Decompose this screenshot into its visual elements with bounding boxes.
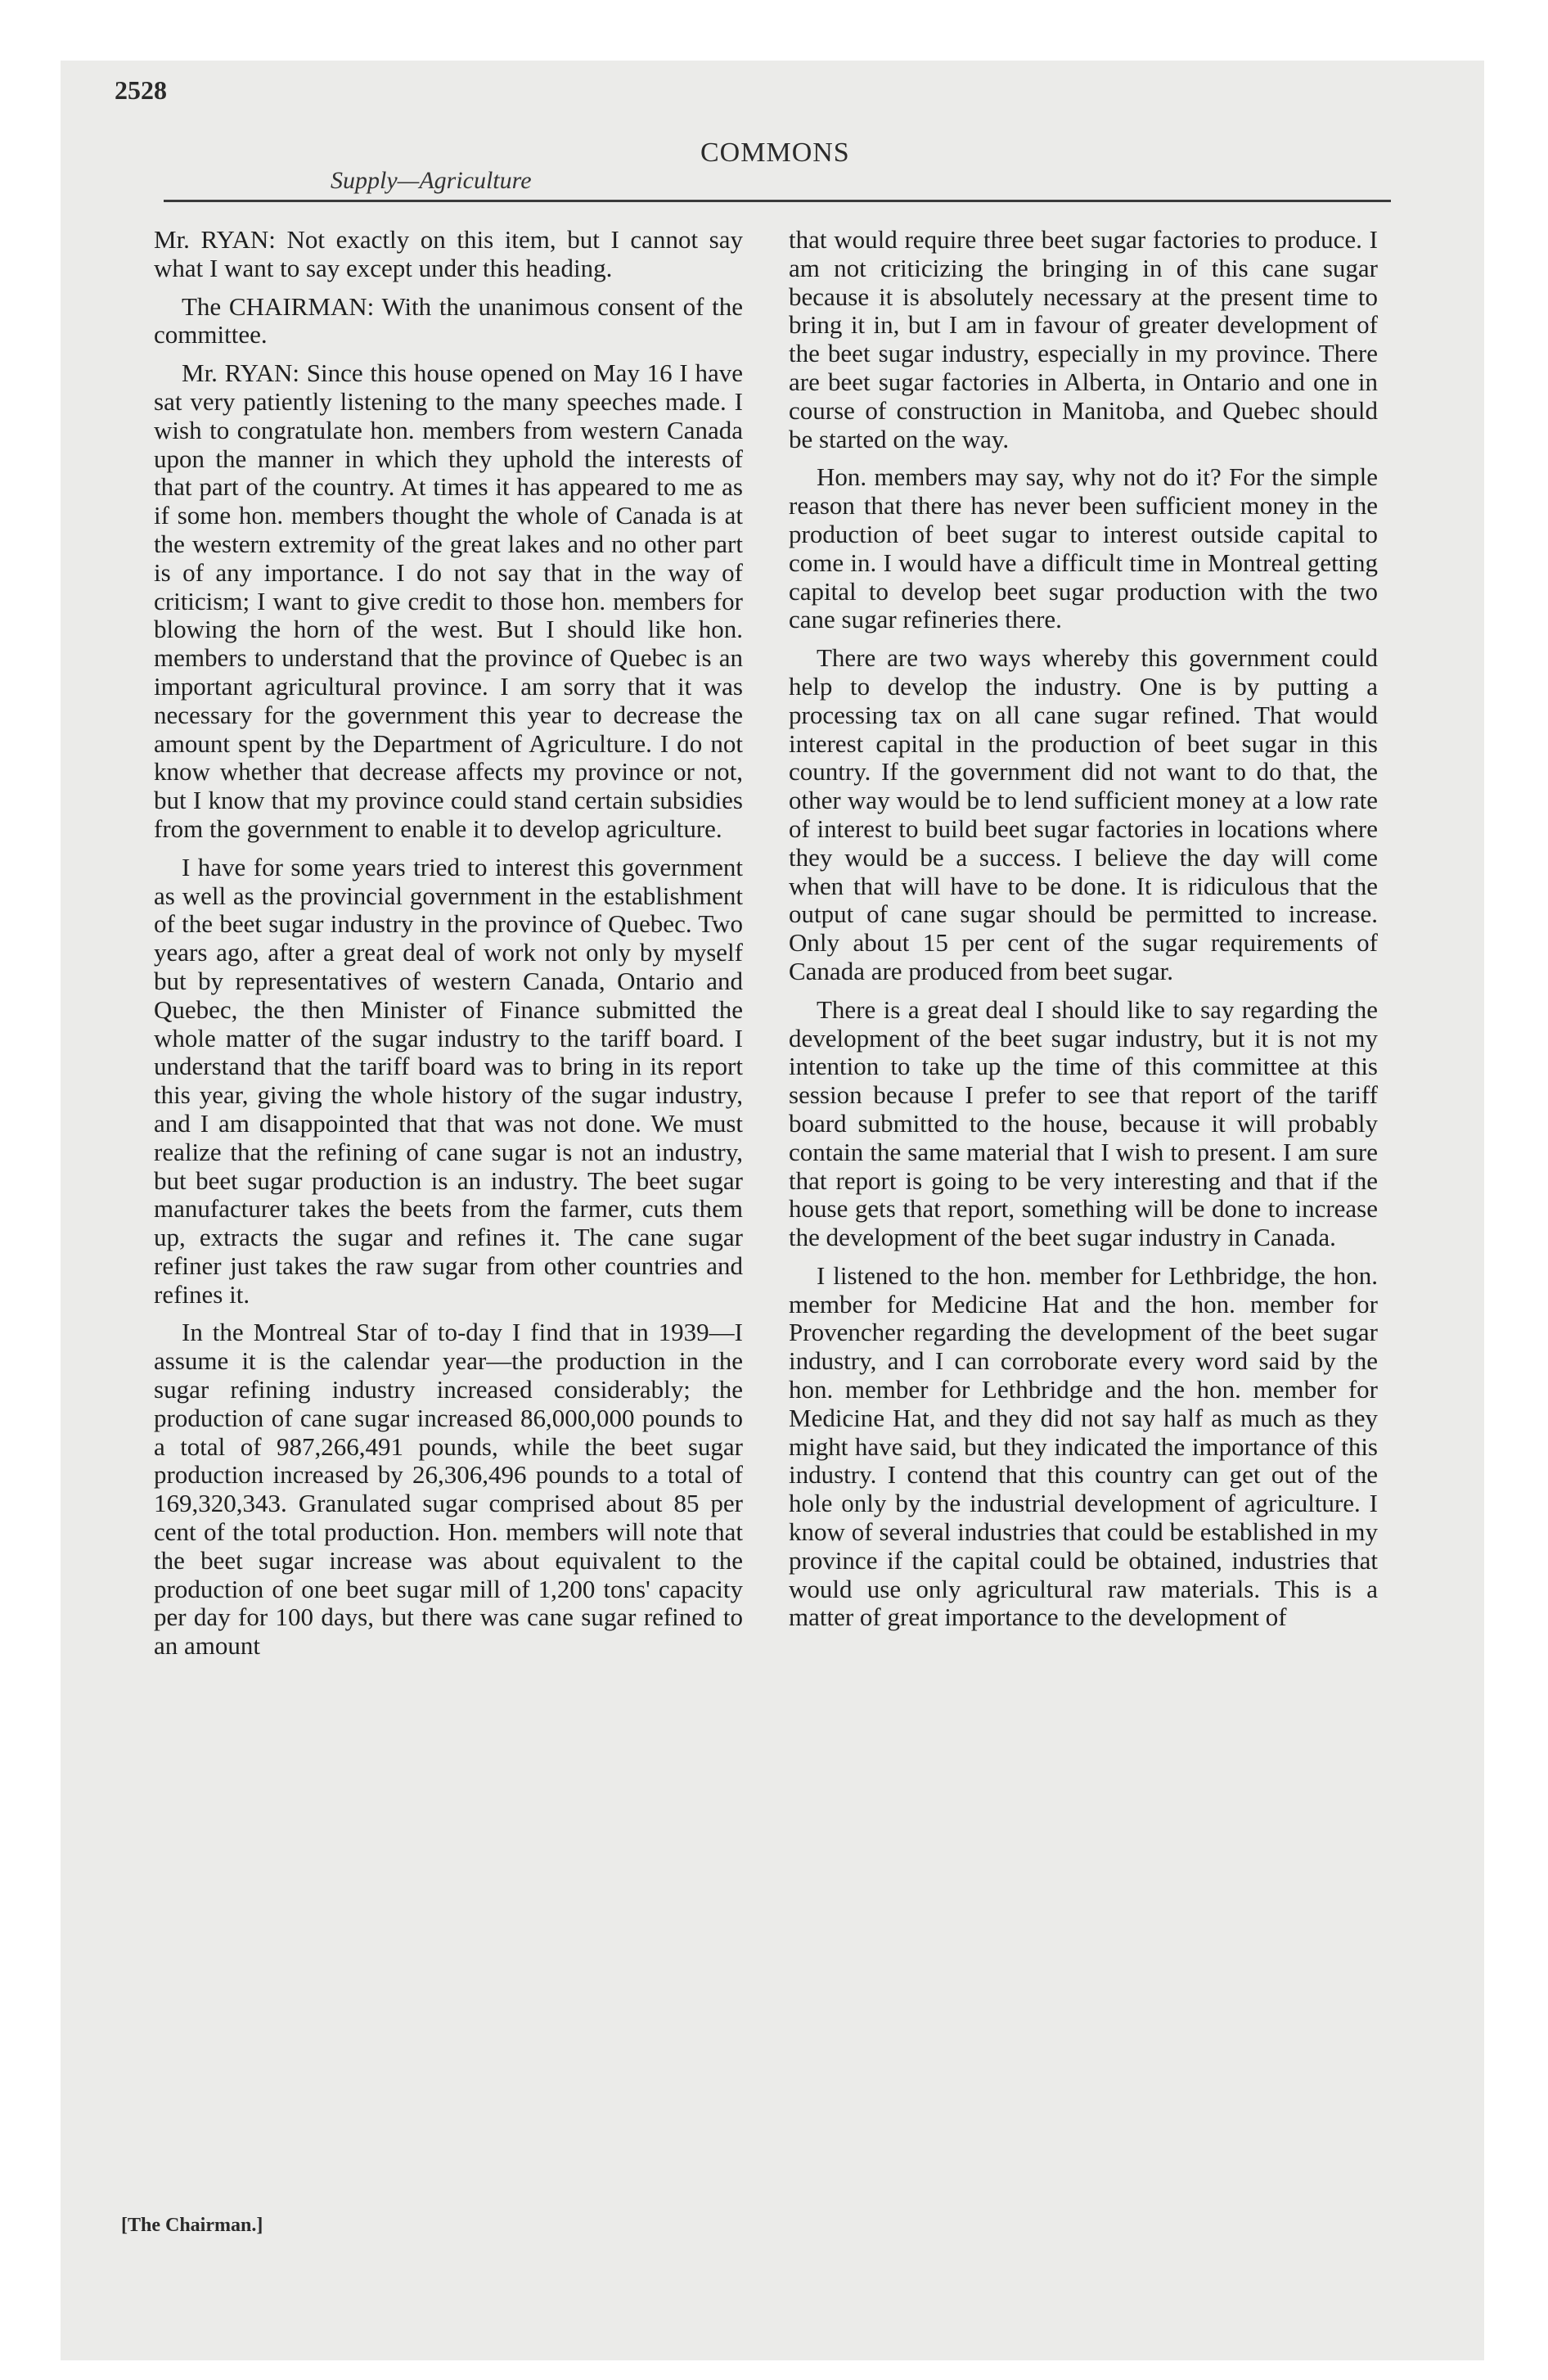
paragraph: Mr. RYAN: Since this house opened on May 16 I have sat very patiently listening to the many speeches made. I wish to congratulate hon. members from western Canada upon the manner in which they uphold the interests of that part of the country. At times it has appeared to me as if some hon. members thought the whole of Canada is at the western extremity of the great lakes and no other part is of any importance. I do not say that in the way of criticism; I want to give credit to those hon. members for blowing the horn of the west. But I should like hon. members to understand that the province of Quebec is an important agricultural province. I am sorry that it was necessary for the government this year to decrease the amount spent by the Department of Agriculture. I do not know whether that decrease affects my province or not, but I know that my province could stand certain subsidies from the government to enable it to develop agriculture. <box>154 358 743 843</box>
running-head-title: COMMONS <box>700 137 850 168</box>
running-head-section: Supply—Agriculture <box>331 167 532 194</box>
paragraph: that would require three beet sugar factories to produce. I am not criticizing the bringing in of this cane sugar because it is absolutely necessary at the present time to bring it in, but I am in favour of greater development of the beet sugar industry, especially in my province. There are beet sugar factories in Alberta, in Ontario and one in course of construction in Manitoba, and Quebec should be started on the way. <box>789 225 1378 453</box>
paragraph: There is a great deal I should like to say regarding the development of the beet sugar industry, but it is not my intention to take up the time of this committee at this session because I prefer to see that report of the tariff board submitted to the house, because it will probably contain the same material that I wish to present. I am sure that report is going to be very interesting and that if the house gets that report, something will be done to increase the development of the beet sugar industry in Canada. <box>789 994 1378 1252</box>
paragraph: Mr. RYAN: Not exactly on this item, but I cannot say what I want to say except under this heading. <box>154 225 743 282</box>
paragraph: Hon. members may say, why not do it? For the simple reason that there has never been sufficient money in the production of beet sugar to interest outside capital to come in. I would have a difficult time in Montreal getting capital to develop beet sugar production with the two cane sugar refineries there. <box>789 462 1378 634</box>
footer-note: [The Chairman.] <box>121 2215 263 2236</box>
paragraph: The CHAIRMAN: With the unanimous consent of the committee. <box>154 291 743 349</box>
paragraph: There are two ways whereby this government could help to develop the industry. One is by putting a processing tax on all cane sugar refined. That would interest capital in the production of beet sugar in this country. If the government did not want to do that, the other way would be to lend sufficient money at a low rate of interest to build beet sugar factories in locations where they would be a success. I believe the day will come when that will have to be done. It is ridiculous that the output of cane sugar should be permitted to increase. Only about 15 per cent of the sugar requirements of Canada are produced from beet sugar. <box>789 643 1378 985</box>
left-column <box>154 226 743 1670</box>
paragraph: I listened to the hon. member for Lethbridge, the hon. member for Medicine Hat and the hon. member for Provencher regarding the development of the beet sugar industry, and I can corroborate every word said by the hon. member for Lethbridge and the hon. member for Medicine Hat, and they did not say half as much as they might have said, but they indicated the importance of this industry. I contend that this country can get out of the hole only by the industrial development of agriculture. I know of several industries that could be established in my province if the capital could be obtained, industries that would use only agricultural raw materials. This is a matter of great importance to the development of <box>789 1260 1378 1632</box>
header-rule <box>164 200 1391 202</box>
page-number: 2528 <box>115 75 167 105</box>
paragraph: In the Montreal Star of to-day I find that in 1939—I assume it is the calendar year—the production in the sugar refining industry increased considerably; the production of cane sugar increased 86,000,000 pounds to a total of 987,266,491 pounds, while the beet sugar production increased by 26,306,496 pounds to a total of 169,320,343. Granulated sugar comprised about 85 per cent of the total production. Hon. members will note that the beet sugar increase was about equivalent to the production of one beet sugar mill of 1,200 tons' capacity per day for 100 days, but there was cane sugar refined to an amount <box>154 1318 743 1661</box>
paragraph: I have for some years tried to interest this government as well as the provincial government in the establishment of the beet sugar industry in the province of Quebec. Two years ago, after a great deal of work not only by myself but by representatives of western Canada, Ontario and Quebec, the then Minister of Finance submitted the whole matter of the sugar industry to the tariff board. I understand that the tariff board was to bring in its report this year, giving the whole history of the sugar industry, and I am disappointed that that was not done. We must realize that the refining of cane sugar is not an industry, but beet sugar production is an industry. The beet sugar manufacturer takes the beets from the farmer, cuts them up, extracts the sugar and refines it. The cane sugar refiner just takes the raw sugar from other countries and refines it. <box>154 852 743 1309</box>
right-column <box>789 226 1378 1642</box>
